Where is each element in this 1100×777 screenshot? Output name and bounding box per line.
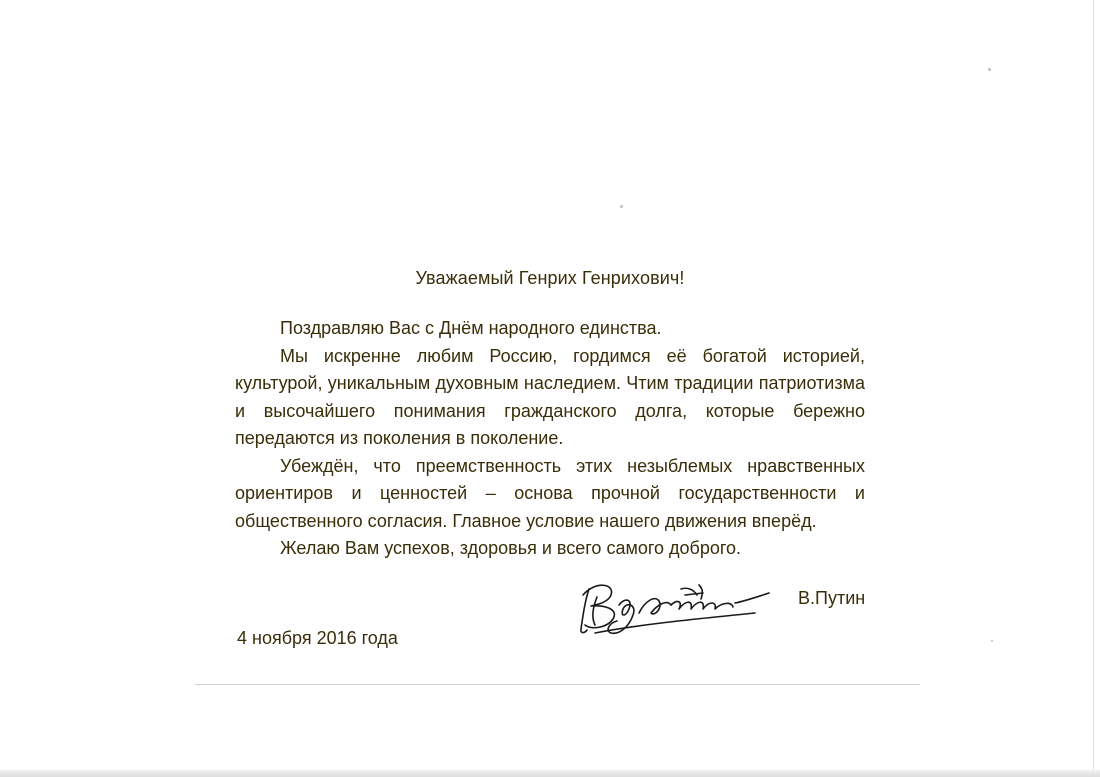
letter-paragraph: Поздравляю Вас с Днём народного единства. [280, 318, 662, 338]
paper-speck [620, 205, 623, 208]
footer-divider [195, 684, 920, 685]
letter-paragraph: Убеждён, что преемственность этих незыблемых нравственных ориентиров и ценностей – основа прочной государственности и общественного согласия. Главное условие нашего движения вперёд. [235, 455, 865, 531]
page-edge-bottom [0, 770, 1100, 777]
letter-body [235, 315, 865, 563]
letter-salutation: Уважаемый Генрих Генрихович! [415, 268, 685, 288]
page-edge-right [1093, 0, 1094, 777]
paper-speck [991, 640, 993, 642]
signature-name: В.Путин [798, 588, 866, 608]
paper-speck [988, 68, 991, 71]
handwritten-signature [575, 575, 780, 637]
letter-paragraph: Мы искренне любим Россию, гордимся её богатой историей, культурой, уникальным духовным наследием. Чтим традиции патриотизма и высочайшего понимания гражданского долга, которые бережно передаются из поколения в поколение. [235, 345, 865, 448]
letter-paragraph: Желаю Вам успехов, здоровья и всего самого доброго. [280, 538, 742, 558]
letter-date: 4 ноября 2016 года [237, 628, 398, 648]
